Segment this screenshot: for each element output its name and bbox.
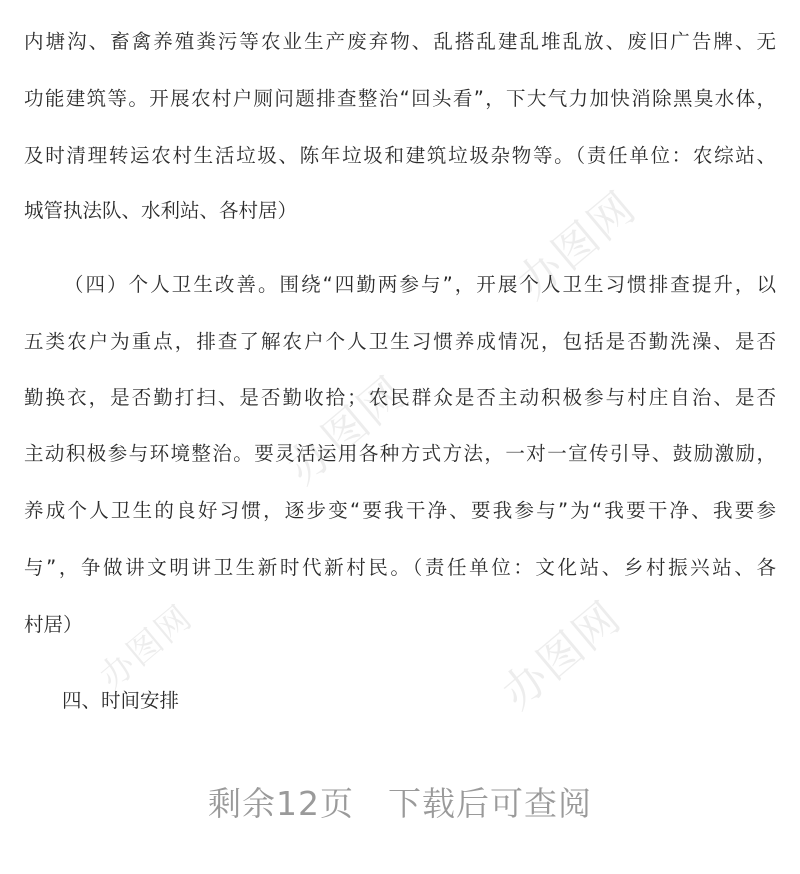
body-line: 勤换衣，是否勤打扫、是否勤收拾；农民群众是否主动积极参与村庄自治、是否 — [24, 386, 776, 409]
body-line: 城管执法队、水利站、各村居） — [24, 199, 298, 222]
body-line: 功能建筑等。开展农村户厕问题排查整治“回头看”，下大气力加快消除黑臭水体， — [24, 87, 776, 110]
watermark: 办图网 — [492, 591, 632, 720]
body-line: 养成个人卫生的良好习惯，逐步变“要我干净、要我参与”为“我要干净、我要参 — [24, 499, 776, 522]
section-heading: 四、时间安排 — [62, 689, 180, 712]
remaining-pages-download-prompt[interactable]: 剩余12页 下载后可查阅 — [208, 784, 592, 823]
body-line: 主动积极参与环境整治。要灵活运用各种方式方法，一对一宣传引导、鼓励激励， — [24, 442, 776, 465]
body-line: 五类农户为重点，排查了解农户个人卫生习惯养成情况，包括是否勤洗澡、是否 — [24, 330, 776, 353]
watermark: 办图网 — [277, 366, 417, 495]
watermark: 办图网 — [92, 597, 201, 698]
body-line: 内塘沟、畜禽养殖粪污等农业生产废弃物、乱搭乱建乱堆乱放、废旧广告牌、无 — [24, 30, 776, 53]
body-line: 与”，争做讲文明讲卫生新时代新村民。（责任单位：文化站、乡村振兴站、各 — [24, 556, 776, 579]
body-line: 村居） — [24, 613, 83, 636]
body-line: 及时清理转运农村生活垃圾、陈年垃圾和建筑垃圾杂物等。（责任单位：农综站、 — [24, 144, 776, 167]
body-line: （四）个人卫生改善。围绕“四勤两参与”，开展个人卫生习惯排查提升，以 — [64, 273, 776, 296]
watermark: 办图网 — [507, 181, 647, 310]
